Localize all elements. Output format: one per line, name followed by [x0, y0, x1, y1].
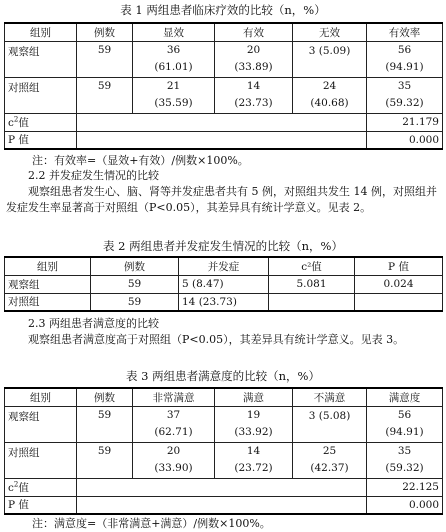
t3-header-satisfaction: 满意度	[367, 388, 443, 406]
t2-header-chi: c²值	[269, 257, 355, 275]
t1-group: 观察组	[5, 41, 77, 77]
t2-comp: 14 (23.73)	[179, 293, 269, 311]
table-row	[5, 275, 443, 293]
t2-p: 0.024	[355, 275, 443, 293]
t2-p	[355, 293, 443, 311]
t3-n: 59	[77, 406, 133, 442]
table2-title: 表 2 两组患者并发症发生情况的比较（n，%）	[103, 239, 343, 253]
t2-comp: 5 (8.47)	[179, 275, 269, 293]
t2-chi	[269, 293, 355, 311]
t1-c2p: (33.89)	[234, 61, 273, 73]
t3-chi-label: $c^2$值	[5, 478, 77, 496]
t3-c1p: (62.71)	[154, 426, 193, 438]
t1-c1p: (35.59)	[154, 97, 193, 109]
t2-header-complication: 并发症	[179, 257, 269, 275]
table-row	[5, 406, 443, 442]
t1-c4: 56	[397, 44, 412, 56]
t3-chi-value: 22.125	[367, 478, 443, 496]
table1-note: 注：有效率=（显效+有效）/例数×100%。	[32, 154, 249, 167]
section23-text: 观察组患者满意度高于对照组（P<0.05），其差异具有统计学意义。见表 3。	[28, 333, 405, 346]
t3-c1: 20	[166, 445, 181, 457]
t1-n: 59	[77, 41, 133, 77]
table-row	[5, 77, 443, 113]
t2-group: 观察组	[5, 275, 91, 293]
t3-c3: 3 (5.08)	[308, 409, 351, 422]
t3-c2p: (23.72)	[234, 462, 273, 474]
t1-group: 对照组	[5, 77, 77, 113]
t3-c1p: (33.90)	[154, 462, 193, 474]
t3-header-dissatisfied: 不满意	[293, 388, 367, 406]
table1-title: 表 1 两组患者临床疗效的比较（n，%）	[120, 3, 326, 17]
t3-header-satisfied: 满意	[215, 388, 293, 406]
t1-header-n: 例数	[77, 23, 133, 41]
t1-header-effective: 有效	[215, 23, 293, 41]
t3-p-value: 0.000	[367, 496, 443, 514]
t1-c4p: (59.32)	[385, 97, 424, 109]
table2	[4, 256, 443, 312]
table-row	[5, 293, 443, 311]
t1-c2p: (23.73)	[234, 97, 273, 109]
t3-c4p: (59.32)	[385, 462, 424, 474]
table1	[4, 22, 443, 150]
t3-c4: 56	[397, 409, 412, 421]
table3-title: 表 3 两组患者满意度的比较（n，%）	[126, 369, 320, 383]
t1-chi-label: $c^2$值	[5, 113, 77, 131]
table-row	[5, 41, 443, 77]
t3-header-group: 组别	[5, 388, 77, 406]
t3-group: 观察组	[5, 406, 77, 442]
t3-c2: 14	[246, 445, 261, 457]
t2-group: 对照组	[5, 293, 91, 311]
t2-header-n: 例数	[91, 257, 179, 275]
t1-c4p: (94.91)	[385, 61, 424, 73]
t2-header-group: 组别	[5, 257, 91, 275]
t3-header-very-satisfied: 非常满意	[133, 388, 215, 406]
section22-heading: 2.2 并发症发生情况的比较	[28, 169, 159, 182]
t3-group: 对照组	[5, 442, 77, 478]
t3-p-label: P 值	[5, 496, 77, 514]
t2-chi: 5.081	[269, 275, 355, 293]
t2-n: 59	[91, 275, 179, 293]
t3-c4p: (94.91)	[385, 426, 424, 438]
t1-header-marked: 显效	[133, 23, 215, 41]
t3-c1: 37	[166, 409, 181, 421]
table3	[4, 387, 443, 515]
t2-header-p: P 值	[355, 257, 443, 275]
t3-header-n: 例数	[77, 388, 133, 406]
t1-n: 59	[77, 77, 133, 113]
t1-chi-value: 21.179	[367, 113, 443, 131]
t1-c1: 21	[166, 80, 181, 92]
t1-c3p: (40.68)	[310, 97, 349, 109]
t1-c2: 20	[246, 44, 261, 56]
t1-p-value: 0.000	[367, 131, 443, 149]
t3-c3: 25	[322, 445, 337, 457]
t3-c2p: (33.92)	[234, 426, 273, 438]
t1-p-label: P 值	[5, 131, 77, 149]
t3-n: 59	[77, 442, 133, 478]
t3-c2: 19	[246, 409, 261, 421]
t3-c4: 35	[397, 445, 412, 457]
t2-n: 59	[91, 293, 179, 311]
t1-header-ineffective: 无效	[293, 23, 367, 41]
section23-heading: 2.3 两组患者满意度的比较	[28, 317, 159, 330]
t3-c3p: (42.37)	[310, 462, 349, 474]
section22-text: 观察组患者发生心、脑、肾等并发症患者共有 5 例，对照组共发生 14 例，对照组并发症发生率显著高于对照组（P<0.05），其差异具有统计学意义。见表 2。	[6, 185, 437, 214]
t1-c1p: (61.01)	[154, 61, 193, 73]
table-row	[5, 442, 443, 478]
t1-c4: 35	[397, 80, 412, 92]
t1-header-group: 组别	[5, 23, 77, 41]
table3-note: 注：满意度=（非常满意+满意）/例数×100%。	[32, 517, 271, 530]
t1-c3: 3 (5.09)	[308, 44, 351, 57]
t1-c2: 14	[246, 80, 261, 92]
t1-c3: 24	[322, 80, 337, 92]
t1-header-rate: 有效率	[367, 23, 443, 41]
t1-c1: 36	[166, 44, 181, 56]
